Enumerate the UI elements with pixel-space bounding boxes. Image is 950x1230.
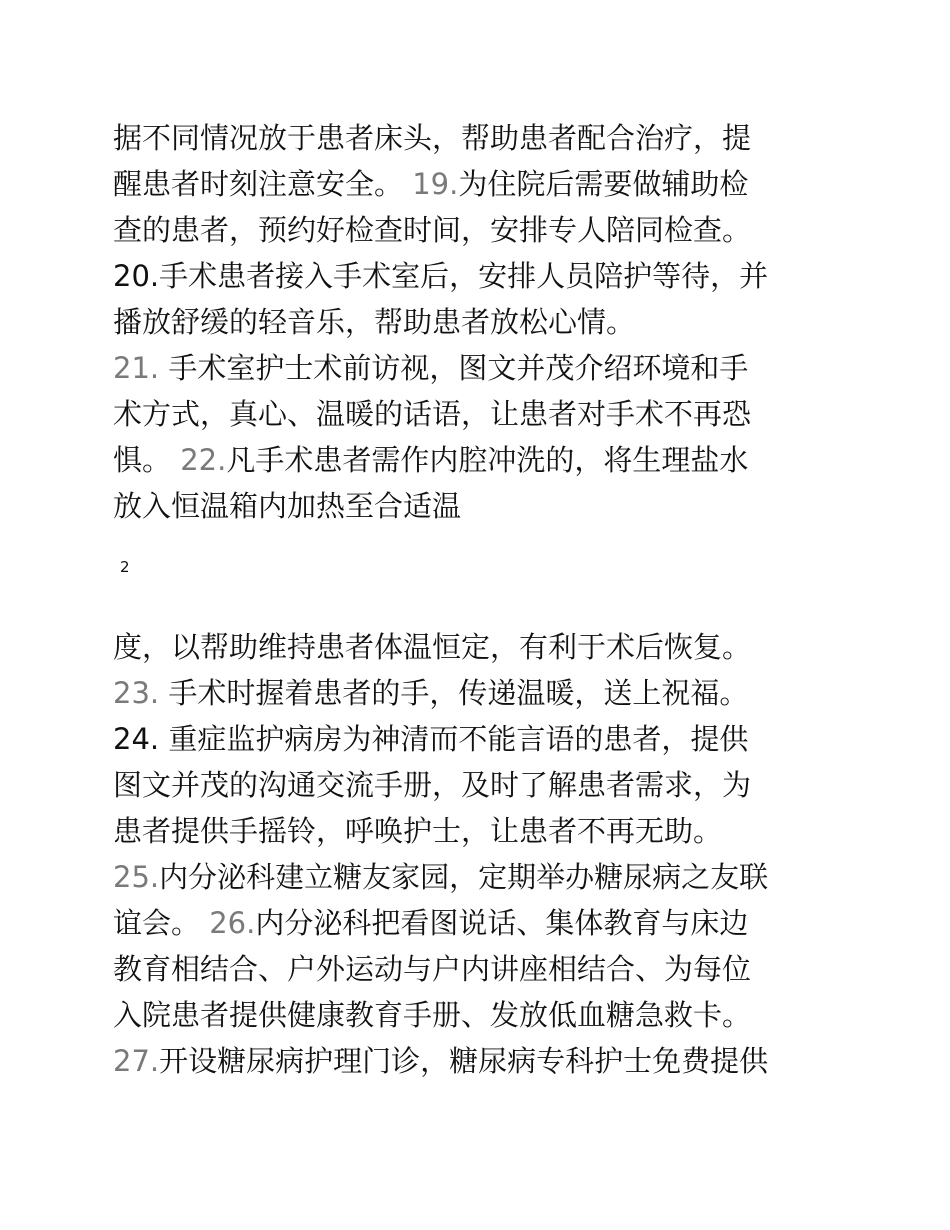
item-number: 27.	[113, 1044, 160, 1078]
text-line: 23. 手术时握着患者的手，传递温暖，送上祝福。	[113, 676, 749, 710]
text-line: 醒患者时刻注意安全。 19.为住院后需要做辅助检	[113, 167, 749, 201]
text-line: 谊会。 26.内分泌科把看图说话、集体教育与床边	[113, 906, 749, 940]
text-line: 播放舒缓的轻音乐，帮助患者放松心情。	[113, 305, 636, 339]
text-line: 20.手术患者接入手术室后，安排人员陪护等待，并	[113, 259, 769, 293]
item-number: 23.	[113, 676, 160, 710]
text-line: 27.开设糖尿病护理门诊，糖尿病专科护士免费提供	[113, 1044, 769, 1078]
text-line: 教育相结合、户外运动与户内讲座相结合、为每位	[113, 952, 752, 986]
text-line: 放入恒温箱内加热至合适温	[113, 489, 462, 523]
text-block-top	[113, 115, 853, 529]
item-number: 21.	[113, 351, 160, 385]
item-number: 22.	[180, 443, 227, 477]
text-line: 入院患者提供健康教育手册、发放低血糖急救卡。	[113, 998, 752, 1032]
text-line: 患者提供手摇铃，呼唤护士，让患者不再无助。	[113, 814, 723, 848]
text-block-bottom	[113, 624, 853, 1084]
text-line: 查的患者，预约好检查时间，安排专人陪同检查。	[113, 213, 752, 247]
item-number: 25.	[113, 860, 160, 894]
text-line: 25.内分泌科建立糖友家园，定期举办糖尿病之友联	[113, 860, 769, 894]
item-number: 20.	[113, 259, 160, 293]
item-number: 19.	[412, 167, 459, 201]
text-line: 24. 重症监护病房为神清而不能言语的患者，提供	[113, 722, 749, 756]
text-line: 据不同情况放于患者床头，帮助患者配合治疗，提	[113, 121, 752, 155]
text-line: 度，以帮助维持患者体温恒定，有利于术后恢复。	[113, 630, 752, 664]
text-line: 21. 手术室护士术前访视，图文并茂介绍环境和手	[113, 351, 749, 385]
item-number: 26.	[209, 906, 256, 940]
text-line: 惧。 22.凡手术患者需作内腔冲洗的，将生理盐水	[113, 443, 749, 477]
item-number: 24.	[113, 722, 160, 756]
text-line: 图文并茂的沟通交流手册，及时了解患者需求，为	[113, 768, 752, 802]
text-line: 术方式，真心、温暖的话语，让患者对手术不再恐	[113, 397, 752, 431]
page-number: 2	[120, 558, 130, 576]
